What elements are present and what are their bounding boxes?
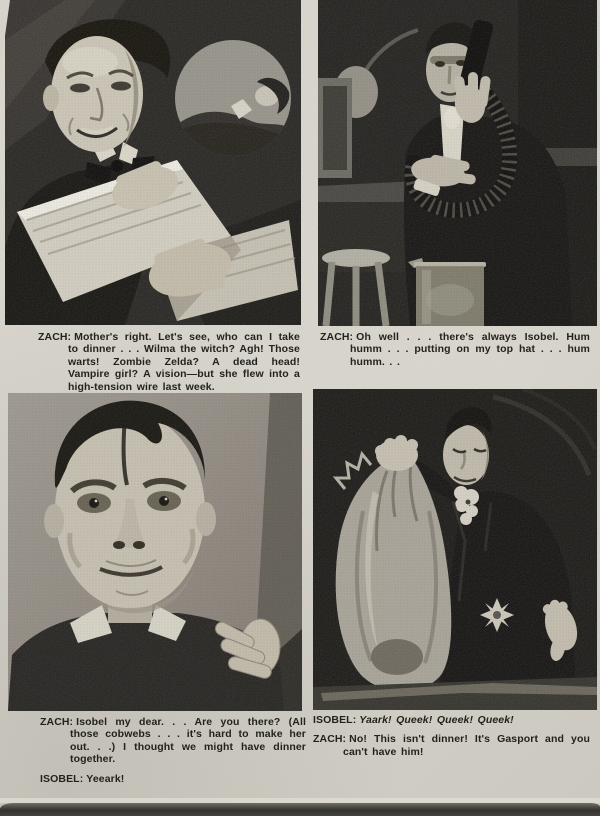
caption-bottom-right (313, 714, 590, 758)
speaker-label: ISOBEL: (313, 714, 357, 726)
caption-text: Oh well . . . there's always Isobel. Hum humm . . . putting on my top hat . . . hum humm. . . (350, 331, 590, 368)
caption-text: Yeeark! (86, 772, 125, 785)
photo-zach-with-book (5, 0, 301, 325)
caption-line (313, 733, 590, 758)
photo-zach-hose-phone (318, 0, 597, 326)
caption-top-right (320, 331, 590, 368)
caption-line (313, 714, 590, 726)
photo-zach-with-sack (313, 389, 597, 710)
caption-bottom-left (40, 716, 306, 785)
caption-text: Mother's right. Let's see, who can I take to dinner . . . Wilma the witch? Agh! Those warts! Zombie Zelda? A dead head! Vampire girl? A vision—but she flew into a high-tension wire last week. (68, 331, 300, 393)
caption-text: Isobel my dear. . . Are you there? (All those cobwebs . . . it's hard to make her out. . .) I thought we might have dinner together. (70, 716, 306, 766)
caption-text: Yaark! Queek! Queek! Queek! (359, 714, 514, 726)
page-bottom-edge (0, 803, 600, 816)
caption-line (38, 331, 300, 393)
photo-zach-closeup (8, 393, 302, 711)
speaker-label: ZACH: (38, 331, 72, 343)
caption-line (40, 773, 306, 785)
caption-top-left (38, 331, 300, 393)
speaker-label: ZACH: (40, 716, 74, 728)
speaker-label: ZACH: (320, 331, 354, 343)
caption-line (320, 331, 590, 368)
speaker-label: ZACH: (313, 733, 347, 746)
caption-text: No! This isn't dinner! It's Gasport and you can't have him! (343, 733, 590, 758)
speaker-label: ISOBEL: (40, 772, 84, 785)
caption-line (40, 716, 306, 766)
